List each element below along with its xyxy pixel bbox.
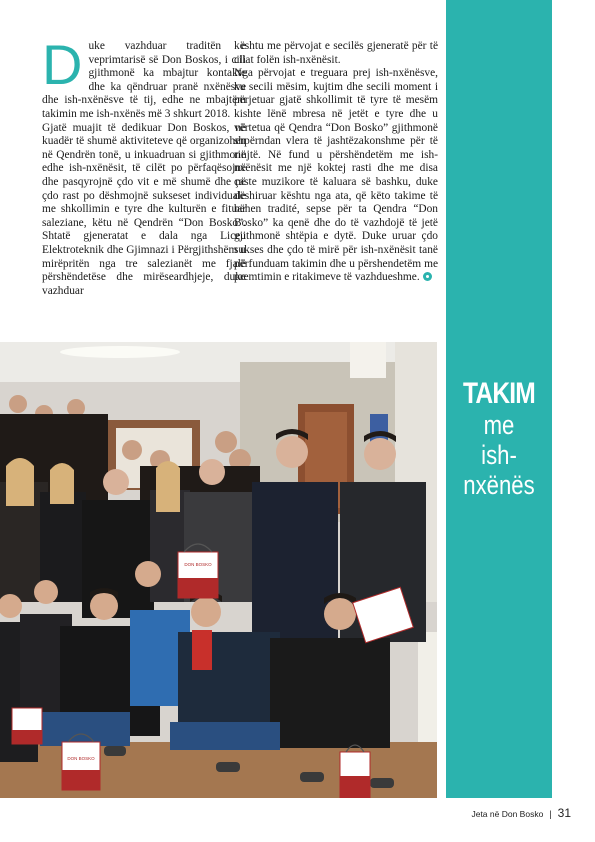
section-title-line3: ish- [481,439,517,470]
footer-separator: | [549,809,552,819]
article-column-2 [234,40,438,285]
drop-cap: D [42,33,83,96]
section-title-line4: nxënës [463,469,535,500]
article-column-1 [42,33,246,298]
article-paragraph: kështu me përvojat e secilës gjeneratë për të cilat folën ish-nxënësit. [234,40,438,66]
page-footer [471,806,571,820]
bag-label: DON BOSKO [67,756,95,761]
bag-label: DON BOSKO [184,562,212,567]
closing-text: Nga përvojat e treguara prej ish-nxënësve, ku secili mësim, kujtim dhe secili moment i përjetuar gjatë shkollimit të tyre të mesëm kishte lënë mbresa në jetët e tyre dhe u vërtetua që Qendra “Don Bosko” gjithmonë shpërndan vlera të jashtëzakonshme për të rinjtë. Në fund u përshëndetëm me ish-nxënësit me një koktej rasti dhe me disa çaste muzikore të kaluara së bashku, duke dëshiruar kështu nga ata, që këto takime të bëhen tradité, sepse për ta Qendra “Don Bosko” ka qenë dhe do të vazhdojë të jetë gjithmonë shtëpia e dytë. Duke uruar çdo sukses dhe çdo të mirë për ish-nxënësit tanë përfunduam takimin dhe u përshendetëm me premtimin e ritakimeve të vazhdueshme. [234,67,438,284]
group-photo-illustration [0,342,437,798]
section-title [446,378,552,500]
section-title-main: TAKIM [463,377,535,410]
end-of-article-icon [423,272,432,281]
sidebar-band [446,0,552,798]
page-number: 31 [557,806,571,820]
intro-text: uke vazhduar traditën e veprimtarisë së Don Boskos, i cili gjithmonë ka mbajtur kontakte dhe ka qëndruar pranë nxënësve dhe ish-nxënësve të tij, edhe ne mbajtëm takimin me ish-nxënës më 3 shkurt 2018. [42,40,246,120]
article-paragraph-last [234,67,438,285]
article-intro [42,33,246,122]
group-photo [0,342,437,798]
article-paragraph: Gjatë muajit të dedikuar Don Boskos, në kuadër të shumë aktiviteteve që organizohen në Qendrën tonë, u inkuadruan si gjithmonë edhe ish-nxënësit, të cilët po përfaqësojnë dhe pasqyrojnë çdo vit e më shumë dhe në çdo rast po dëshmojnë sukseset individuale me shkollimin e tyre dhe kulturën e fituar saleziane, këtu në Qendrën “Don Bosko”. Shtatë gjeneratat e dala nga Liceu Elektroteknik dhe Gjimnazi i Përgjithshëm u mirëpritën nga tre salezianët me fjalë përshëndetëse dhe mirëseardhjeje, duke vazhduar [42,121,246,297]
magazine-name: Jeta në Don Bosko [471,809,544,819]
section-title-line2: me [483,409,515,440]
